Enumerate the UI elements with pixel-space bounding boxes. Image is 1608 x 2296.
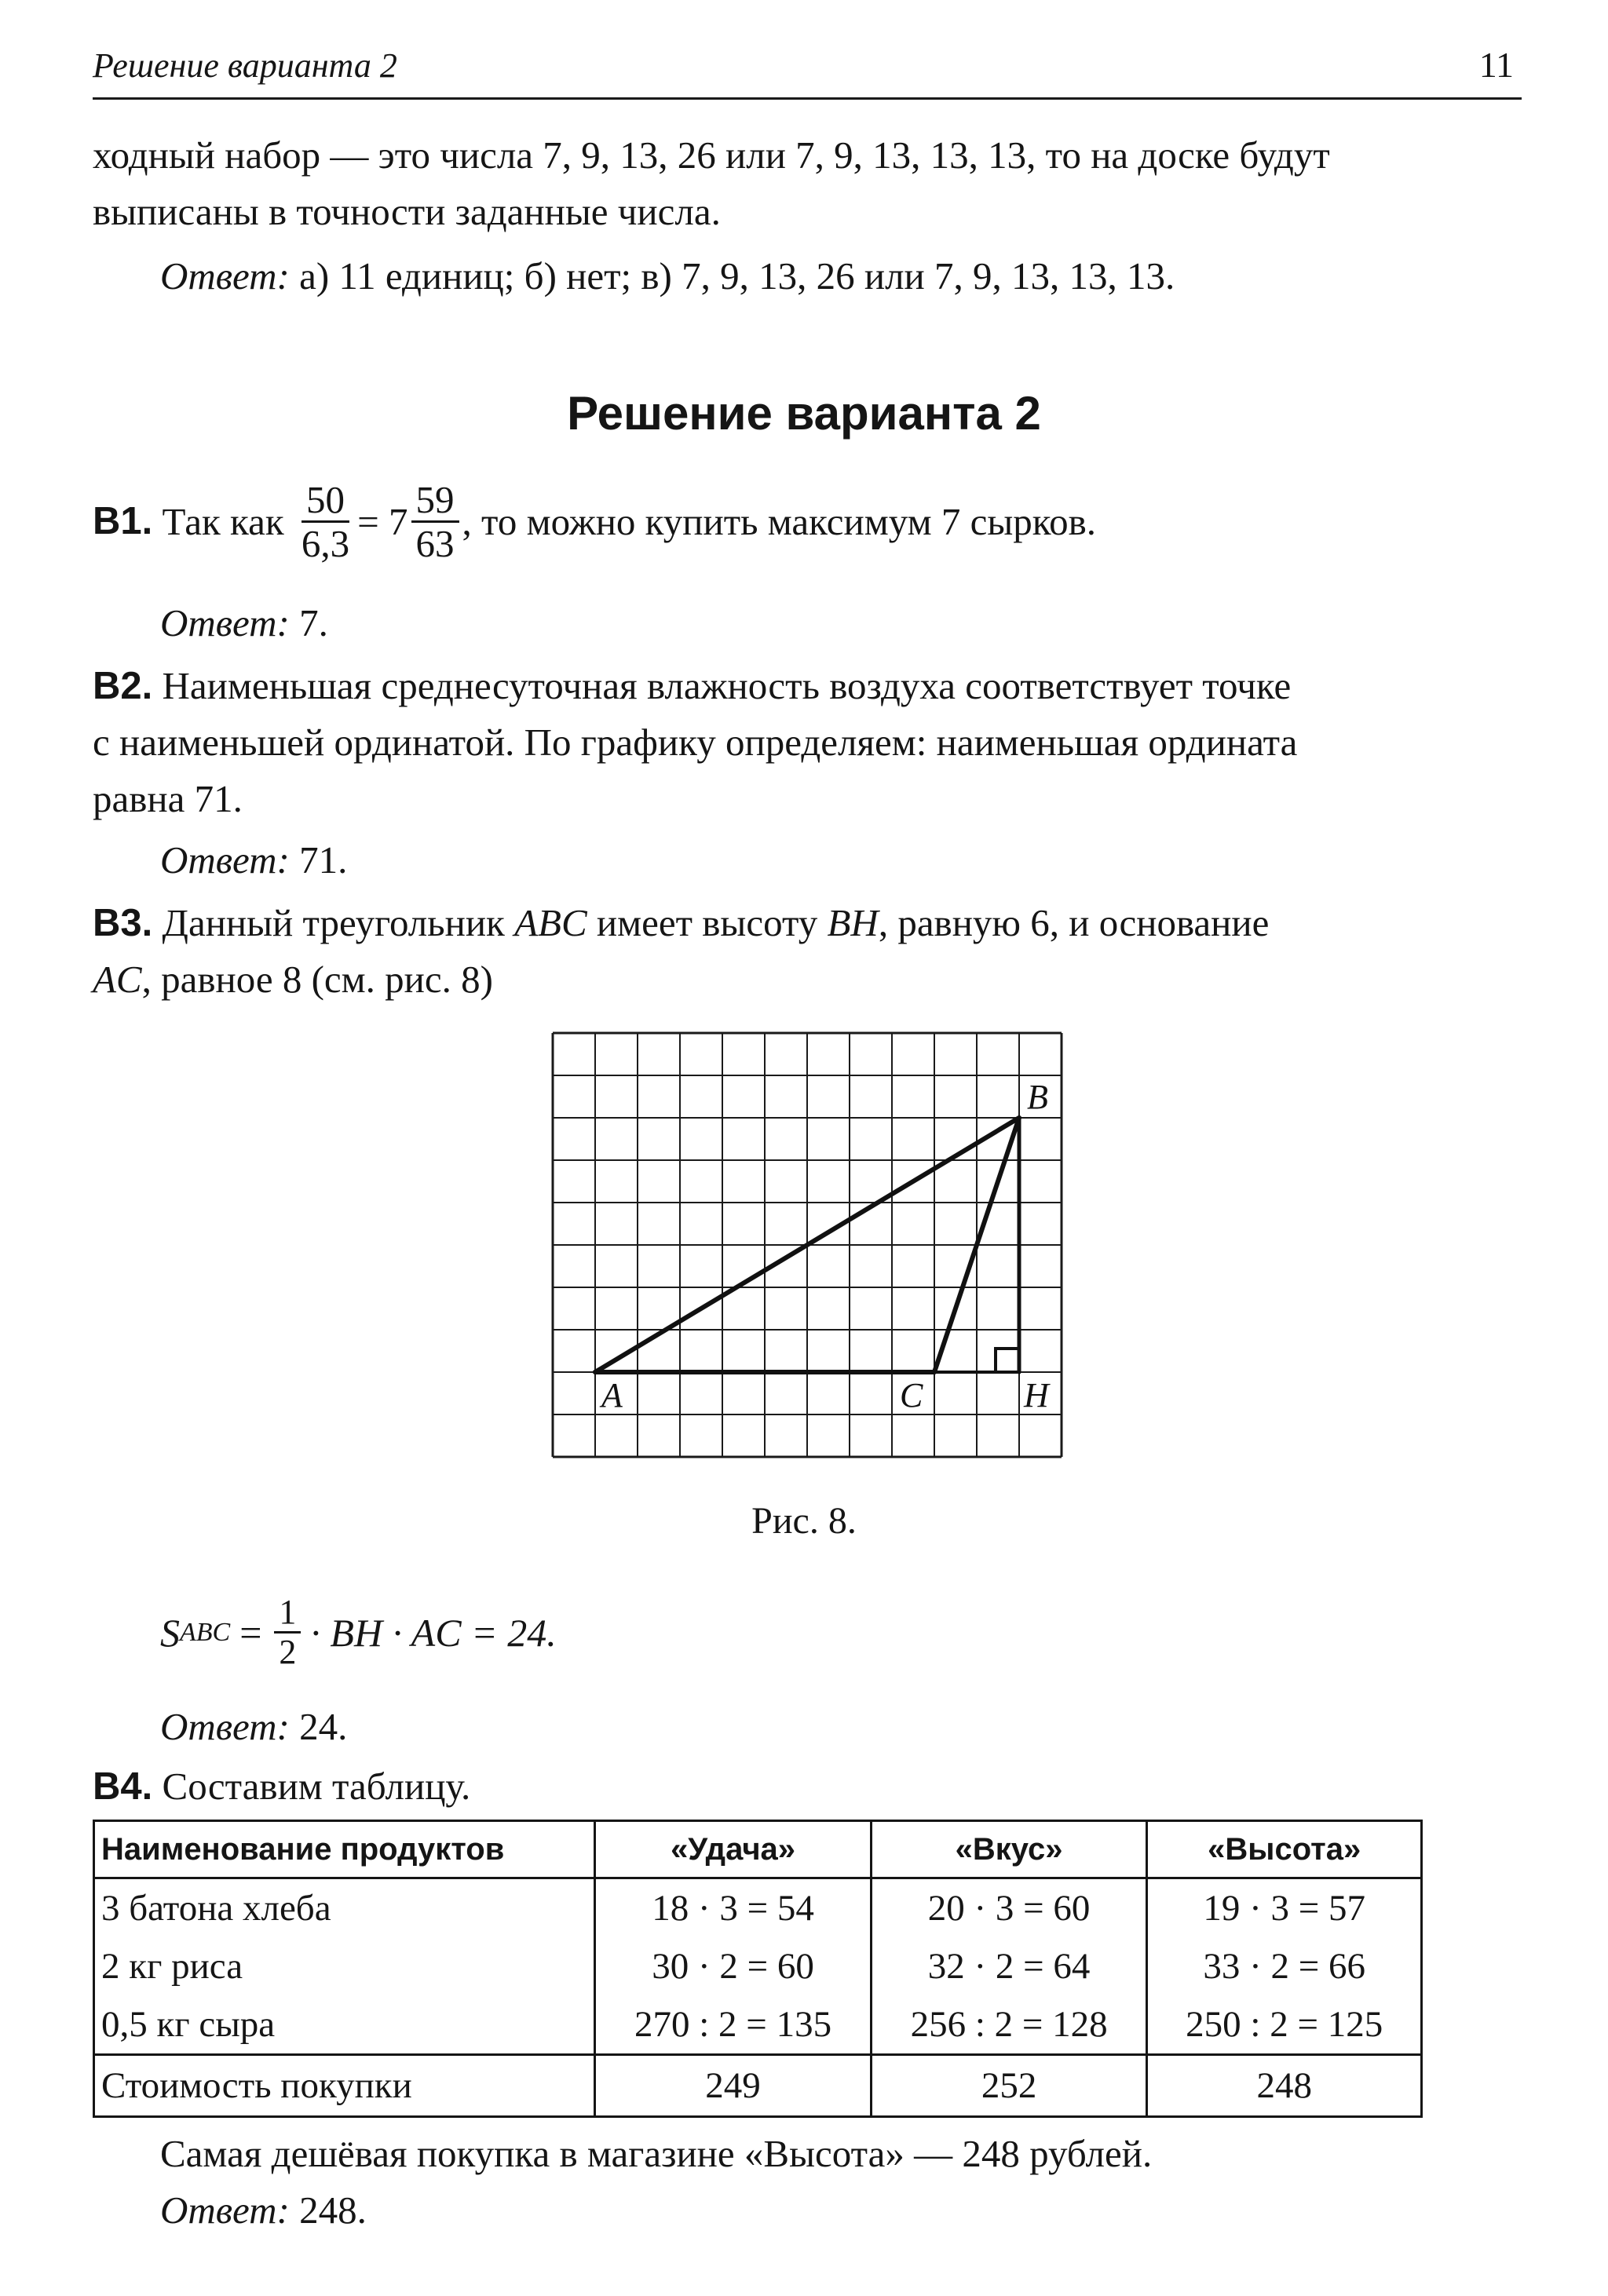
running-head [93,41,1522,100]
b3-answer [160,1699,347,1755]
table-cell: Стоимость покупки [94,2055,595,2117]
right-angle-mark [996,1349,1019,1372]
point-label-b: B [1027,1078,1048,1116]
table-cell: 30 · 2 = 60 [595,1937,872,1995]
b1-statement [93,480,1529,563]
b3-var-abc: ABC [514,901,587,944]
table-cell: 270 : 2 = 135 [595,1995,872,2055]
table-cell: 19 · 3 = 57 [1147,1878,1422,1938]
b3-text-4: , равное 8 (см. рис. 8) [141,958,493,1001]
point-label-a: A [601,1376,623,1414]
b1-post: , то можно купить максимум 7 сырков. [462,500,1096,543]
b1-answer [160,595,328,652]
table-cell: 33 · 2 = 66 [1147,1937,1422,1995]
b2-text-1: Наименьшая среднесуточная влажность воздуха соответствует точке [162,664,1292,707]
b1-fraction [297,480,354,563]
table-cell: 256 : 2 = 128 [871,1995,1147,2055]
formula-half [274,1595,301,1670]
point-label-h: H [1024,1376,1049,1414]
b4-answer [160,2182,367,2239]
answer-value: а) 11 единиц; б) нет; в) 7, 9, 13, 26 или 7, 9, 13, 13, 13. [299,254,1175,297]
formula-half-num: 1 [274,1595,301,1633]
b1-mixed-fraction [411,480,459,563]
table-cell: 250 : 2 = 125 [1147,1995,1422,2055]
b1-mixed-den: 63 [415,522,455,565]
b4-line-1 [93,1758,1529,1815]
table-cell: 0,5 кг сыра [94,1995,595,2055]
b2-line-2: с наименьшей ординатой. По графику определяем: наименьшая ордината [93,721,1298,764]
prev-text-line-1: ходный набор — это числа 7, 9, 13, 26 или 7, 9, 13, 13, 13, то на доске будут [93,133,1330,177]
answer-label: Ответ: [160,1705,290,1748]
figure-caption: Рис. 8. [751,1500,857,1542]
b1-mixed-num: 59 [411,480,459,523]
formula-sub: ABC [180,1617,231,1647]
price-table [93,1820,1423,2118]
table-cell: 249 [595,2055,872,2117]
table-cell: 20 · 3 = 60 [871,1878,1147,1938]
b3-label: B3. [93,902,153,944]
running-head-title: Решение варианта 2 [93,46,397,85]
table-cell: 18 · 3 = 54 [595,1878,872,1938]
prev-text-line-2: выписаны в точности заданные числа. [93,190,721,233]
b2-line-3: равна 71. [93,777,243,820]
b1-fraction-num: 50 [302,480,349,523]
table-cell: 252 [871,2055,1147,2117]
answer-value: 248. [299,2188,367,2232]
formula-half-den: 2 [279,1633,297,1671]
table-cell: 32 · 2 = 64 [871,1937,1147,1995]
b1-fraction-den: 6,3 [301,522,350,565]
answer-value: 7. [299,601,328,644]
point-label-c: C [900,1376,923,1414]
b1-pre: Так как [162,500,284,543]
b3-line-1 [93,895,1529,951]
section-title: Решение варианта 2 [567,387,1041,440]
b2-answer [160,832,347,889]
b3-line-2 [93,951,1529,1008]
b4-label: B4. [93,1765,153,1808]
answer-label: Ответ: [160,254,290,297]
answer-label: Ответ: [160,601,290,644]
formula-s: S [160,1610,180,1655]
b3-text-3: , равную 6, и основание [878,901,1270,944]
table-total-row [94,2055,1422,2117]
table-header: «Высота» [1147,1821,1422,1878]
b1-label: B1. [93,500,153,542]
b3-var-ac: AC [93,958,142,1001]
formula-eq: = [239,1610,262,1655]
b3-var-bh: BH [827,901,879,944]
b4-conclusion: Самая дешёвая покупка в магазине «Высота» — 248 рублей. [160,2132,1153,2175]
area-formula [160,1595,557,1670]
table-header-row [94,1821,1422,1878]
b3-text-1: Данный треугольник [162,901,505,944]
answer-value: 24. [299,1705,348,1748]
b1-eq: = 7 [357,500,408,543]
table-header: «Вкус» [871,1821,1147,1878]
table-header: «Удача» [595,1821,872,1878]
table-cell: 3 батона хлеба [94,1878,595,1938]
table-header: Наименование продуктов [94,1821,595,1878]
figure-8 [550,1030,1068,1466]
answer-label: Ответ: [160,838,290,882]
b2-label: B2. [93,665,153,707]
table-cell: 2 кг риса [94,1937,595,1995]
triangle-grid-figure [550,1030,1068,1462]
table-row [94,1878,1422,1938]
answer-value: 71. [299,838,348,882]
table-cell: 248 [1147,2055,1422,2117]
point-labels [599,1078,1051,1414]
table-row [94,1995,1422,2055]
b3-text-2: имеет высоту [596,901,818,944]
answer-label: Ответ: [160,2188,290,2232]
table-row [94,1937,1422,1995]
page-number: 11 [1478,45,1514,85]
formula-rest: · BH · AC = 24. [310,1610,557,1655]
prev-answer [160,248,1175,305]
b2-line-1 [93,658,1529,714]
b4-intro: Составим таблицу. [162,1765,471,1808]
